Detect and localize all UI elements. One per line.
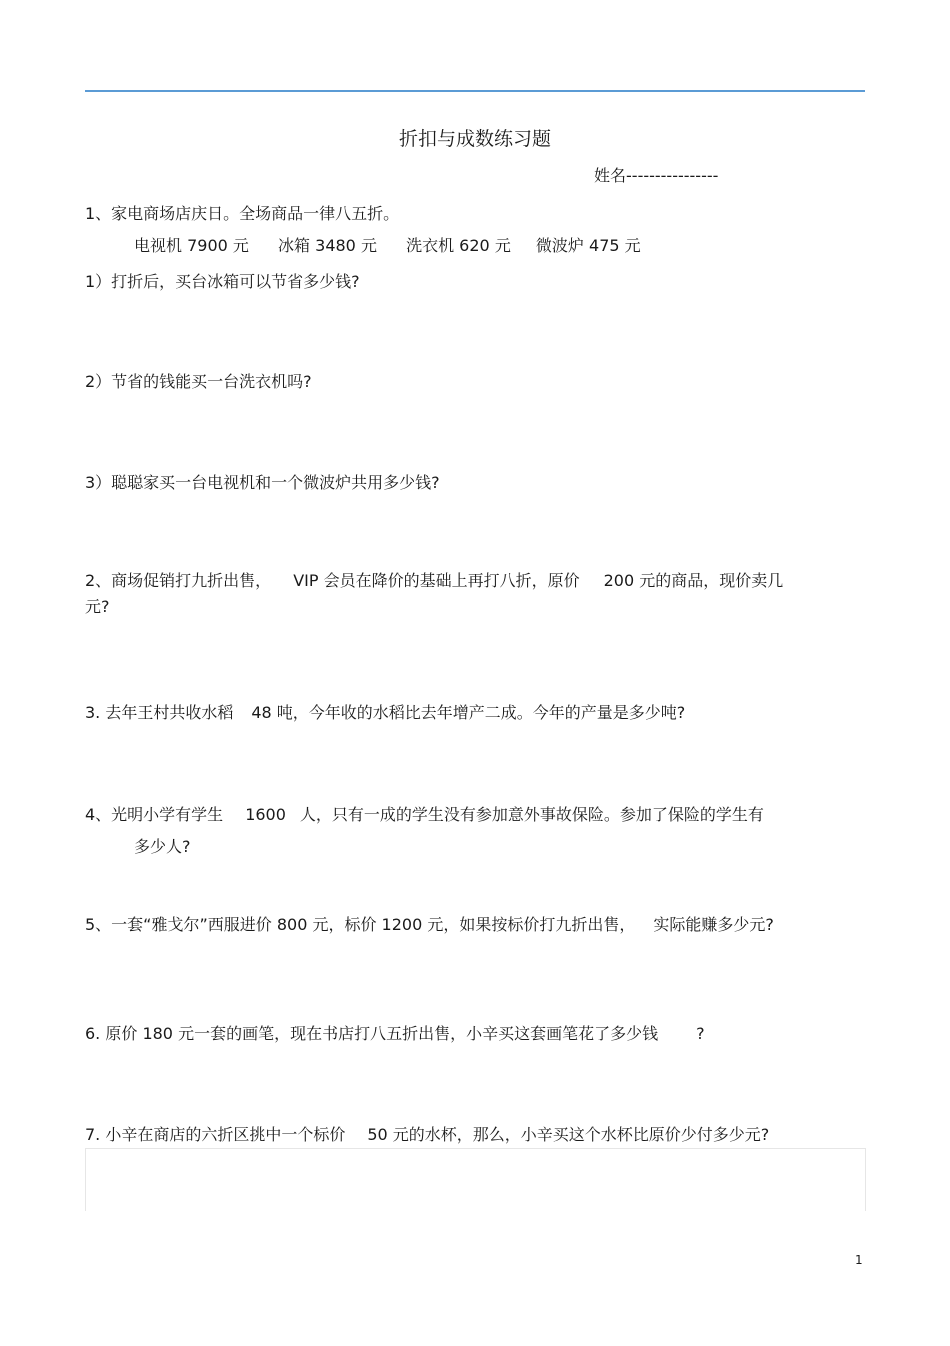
- name-label: 姓名: [594, 166, 627, 185]
- question-2-line-2: 元?: [85, 597, 110, 616]
- question-6: 6. 原价 180 元一套的画笔，现在书店打八五折出售，小辛买这套画笔花了多少钱 ?: [85, 1024, 705, 1043]
- question-2: 2、商场促销打九折出售， VIP 会员在降价的基础上再打八折，原价 200 元的商品，现价卖几: [85, 571, 784, 590]
- question-5: 5、一套“雅戈尔”西服进价 800 元，标价 1200 元，如果按标价打九折出售， 实际能赚多少元?: [85, 915, 774, 934]
- price-item-fridge: 冰箱 3480 元: [278, 236, 377, 255]
- question-4: 4、光明小学有学生 1600 人，只有一成的学生没有参加意外事故保险。参加了保险的学生有: [85, 805, 764, 824]
- page-title: 折扣与成数练习题: [398, 128, 551, 150]
- question-1-sub-1: 1）打折后，买台冰箱可以节省多少钱?: [85, 272, 360, 291]
- question-1: 1、家电商场店庆日。全场商品一律八五折。: [85, 204, 400, 223]
- price-item-microwave: 微波炉 475 元: [535, 236, 641, 255]
- question-1-sub-2: 2）节省的钱能买一台洗衣机吗?: [85, 372, 312, 391]
- name-field: [594, 163, 718, 186]
- question-1-sub-3: 3）聪聪家买一台电视机和一个微波炉共用多少钱?: [85, 473, 440, 492]
- question-4-line-2: 多少人?: [134, 837, 191, 856]
- question-7: 7. 小辛在商店的六折区挑中一个标价 50 元的水杯，那么，小辛买这个水杯比原价少付多少元?: [85, 1125, 770, 1144]
- price-item-tv: 电视机 7900 元: [134, 236, 249, 255]
- price-list: [134, 233, 641, 256]
- name-blank: ----------------: [626, 166, 719, 185]
- price-item-washer: 洗衣机 620 元: [406, 236, 511, 255]
- top-rule: [85, 90, 865, 92]
- page-number: 1: [855, 1253, 863, 1267]
- answer-box: [85, 1148, 866, 1211]
- question-3: 3. 去年王村共收水稻 48 吨，今年收的水稻比去年增产二成。今年的产量是多少吨?: [85, 703, 686, 722]
